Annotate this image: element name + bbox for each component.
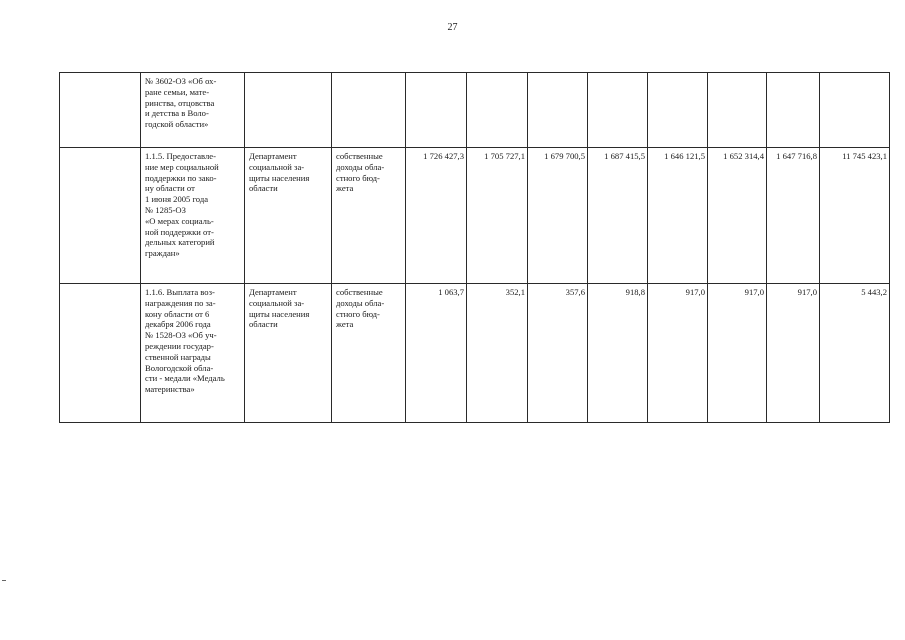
value-cell: 1 647 716,8 <box>767 148 820 284</box>
table-row <box>60 73 890 148</box>
value-cell <box>767 73 820 148</box>
value-cell: 1 726 427,3 <box>406 148 467 284</box>
value-cell: 917,0 <box>708 284 767 423</box>
value-cell: 917,0 <box>648 284 708 423</box>
value-cell: 1 646 121,5 <box>648 148 708 284</box>
value-cell: 918,8 <box>588 284 648 423</box>
table-row <box>60 148 890 284</box>
executor-cell: Департамент социальной за- щиты населения области <box>245 148 332 284</box>
value-cell <box>588 73 648 148</box>
measure-name-cell: 1.1.6. Выплата воз- награждения по за- кону области от 6 декабря 2006 года № 1528-ОЗ «Об уч- реждении государ- ственной награды Вологодской обла- сти - медали «Медаль материнства» <box>141 284 245 423</box>
value-cell: 917,0 <box>767 284 820 423</box>
group-cell <box>60 284 141 423</box>
group-cell <box>60 148 141 284</box>
funding-source-cell <box>332 73 406 148</box>
value-cell: 1 679 700,5 <box>528 148 588 284</box>
value-cell: 1 652 314,4 <box>708 148 767 284</box>
value-cell: 352,1 <box>467 284 528 423</box>
funding-source-cell: собственные доходы обла- стного бюд- жета <box>332 284 406 423</box>
measure-name-cell: № 3602-ОЗ «Об ох- ране семьи, мате- ринства, отцовства и детства в Воло- годской области» <box>141 73 245 148</box>
value-cell <box>648 73 708 148</box>
total-cell: 11 745 423,1 <box>820 148 890 284</box>
value-cell <box>528 73 588 148</box>
value-cell: 1 063,7 <box>406 284 467 423</box>
value-cell <box>708 73 767 148</box>
value-cell: 357,6 <box>528 284 588 423</box>
total-cell <box>820 73 890 148</box>
total-cell: 5 443,2 <box>820 284 890 423</box>
value-cell: 1 687 415,5 <box>588 148 648 284</box>
table-row <box>60 284 890 423</box>
budget-table <box>59 72 890 423</box>
executor-cell: Департамент социальной за- щиты населения области <box>245 284 332 423</box>
executor-cell <box>245 73 332 148</box>
value-cell <box>406 73 467 148</box>
group-cell <box>60 73 141 148</box>
measure-name-cell: 1.1.5. Предоставле- ние мер социальной поддержки по зако- ну области от 1 июня 2005 года № 1285-ОЗ «О мерах социаль- ной поддержки от- дельных категорий граждан» <box>141 148 245 284</box>
page-number: 27 <box>447 22 458 33</box>
value-cell: 1 705 727,1 <box>467 148 528 284</box>
scan-mark <box>2 580 6 581</box>
value-cell <box>467 73 528 148</box>
funding-source-cell: собственные доходы обла- стного бюд- жета <box>332 148 406 284</box>
